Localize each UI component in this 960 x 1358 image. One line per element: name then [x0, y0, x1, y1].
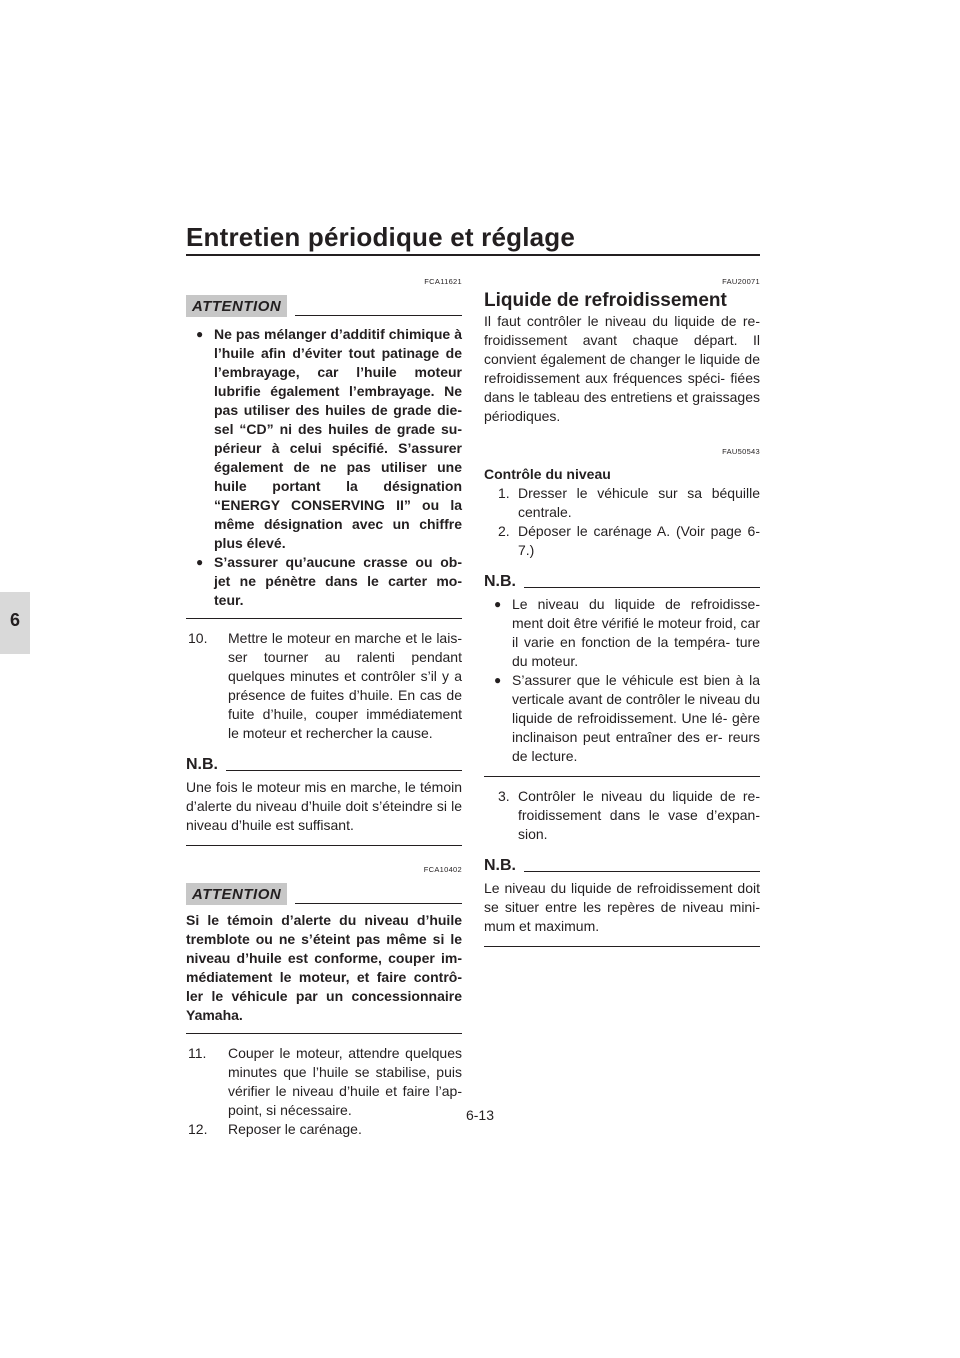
attention-bullets: [186, 325, 462, 610]
nb-end-rule: [186, 845, 462, 846]
nb-heading: [484, 572, 760, 591]
ref-code: FAU20071: [722, 277, 760, 286]
step-item: 2. Déposer le carénage A. (Voir page 6-7.): [498, 523, 760, 558]
chapter-tab-number: 6: [10, 610, 21, 630]
page-number: 6-13: [465, 1107, 495, 1123]
nb-heading: [186, 755, 462, 774]
bullet-icon: ●: [196, 555, 204, 569]
subsection-title: Contrôle du niveau: [484, 466, 611, 482]
step-item: 1. Dresser le véhicule sur sa béquille centrale.: [498, 485, 760, 520]
step-item: 11. Couper le moteur, attendre quelques minutes que l’huile se stabilise, puis vérifier le niveau d’huile et faire l’ap- point, si nécessaire.: [188, 1045, 462, 1118]
page-title: Entretien périodique et réglage: [186, 222, 576, 252]
intro-paragraph: Il faut contrôler le niveau du liquide de re- froidissement avant chaque départ. Il convient également de changer le liquide de refroidissement aux fréquences spéci- fiées dans le tableau des entretiens et graissages périodiques.: [484, 313, 760, 424]
attention-text: Si le témoin d’alerte du niveau d’huile tremblote ou ne s’éteint pas même si le niveau d’huile est conforme, couper im- médiatement le moteur, et faire contrô- ler le véhicule par un concessionnaire Yamaha.: [186, 912, 462, 1023]
ref-code: FCA10402: [423, 865, 462, 874]
nb-end-rule: [484, 946, 760, 947]
section-title: Liquide de refroidissement: [484, 290, 727, 311]
nb-text: Une fois le moteur mis en marche, le témoin d’alerte du niveau d’huile doit s’éteindre si le niveau d’huile est suffisant.: [186, 779, 462, 833]
step-item: 3. Contrôler le niveau du liquide de re- froidissement dans le vase d’expan- sion.: [498, 788, 760, 842]
nb-label: N.B.: [186, 756, 218, 773]
nb-label: N.B.: [484, 857, 516, 874]
right-column: [484, 272, 760, 947]
left-column: [186, 272, 462, 1139]
attention-label: ATTENTION: [186, 295, 287, 317]
nb-end-rule: [484, 776, 760, 777]
bullet-item: ● Ne pas mélanger d’additif chimique à l’huile afin d’éviter tout patinage de l’embrayage, car l’huile moteur lubrifie également l’embrayage. Ne pas utiliser des huiles de grade die- sel “CD” ni des huiles de grade su- périeur à celui spécifié. S’assurer également de ne pas utiliser une huile portant la désignation “ENERGY CONSERVING II” ou la même désignation avec un chiffre plus élevé.: [186, 325, 462, 553]
ref-code: FCA11621: [424, 277, 462, 286]
header-rule: [186, 254, 760, 256]
bullet-icon: ●: [494, 673, 502, 687]
bullet-item: ● S’assurer qu’aucune crasse ou ob- jet ne pénètre dans le carter mo- teur.: [186, 553, 462, 610]
bullet-item: ● Le niveau du liquide de refroidisse- ment doit être vérifié le moteur froid, car il varie en fonction de la tempéra- ture du moteur.: [484, 595, 760, 671]
nb-text: Le niveau du liquide de refroidissement doit se situer entre les repères de niveau mini- mum et maximum.: [484, 880, 760, 934]
bullet-icon: ●: [494, 597, 502, 611]
attention-end-rule: [186, 1033, 462, 1034]
ref-code: FAU50543: [722, 447, 760, 456]
nb-bullets: [484, 595, 760, 766]
step-item: 10. Mettre le moteur en marche et le lais- ser tourner au ralenti pendant quelques minutes et contrôler s’il y a présence de fuites d’huile. En cas de fuite d’huile, couper immédiatement le moteur et rechercher la cause.: [188, 630, 462, 741]
attention-heading: [186, 883, 462, 905]
attention-label: ATTENTION: [186, 883, 287, 905]
attention-end-rule: [186, 618, 462, 619]
nb-label: N.B.: [484, 573, 516, 590]
step-item: 12. Reposer le carénage.: [188, 1121, 362, 1137]
nb-heading: [484, 856, 760, 875]
bullet-item: ● S’assurer que le véhicule est bien à la verticale avant de contrôler le niveau du liquide de refroidissement. Une lé- gère inclinaison peut entraîner des er- reurs de lecture.: [484, 671, 760, 766]
attention-heading: [186, 295, 462, 317]
bullet-icon: ●: [196, 327, 204, 341]
